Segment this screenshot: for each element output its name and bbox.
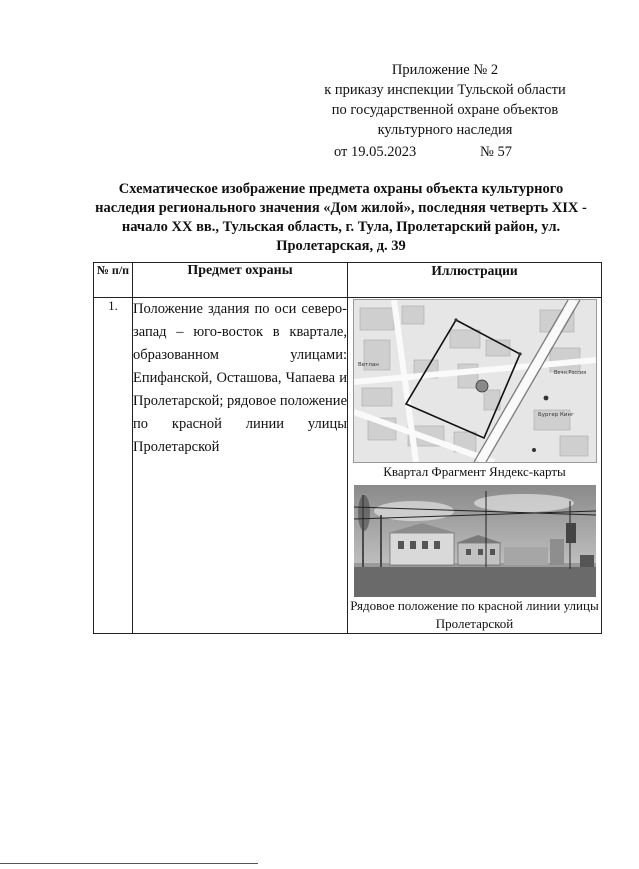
annex-line: культурного наследия: [377, 122, 513, 138]
row-number: 1.: [94, 298, 133, 634]
map-label-right-top: Вечн.Россия: [553, 370, 586, 376]
annex-block: [300, 60, 590, 140]
bottom-rule: [0, 863, 258, 864]
map-svg: [354, 300, 596, 462]
annex-line: Приложение № 2: [391, 62, 499, 78]
map-label-burger: Бургер Кинг: [537, 412, 574, 418]
map-label-left: Ветлан: [357, 362, 379, 368]
order-number: № 57: [480, 144, 512, 160]
street-photo-image: [354, 485, 596, 597]
map-fragment-image: [353, 299, 597, 463]
row-description: Положение здания по оси северо-запад – юго-восток в квартале, образованном улицами: Епифанской, Осташова, Чапаева и Пролетарской; рядовое положение по красной линии улицы Пролетарской: [133, 301, 348, 455]
table-row: [94, 298, 602, 634]
photo-caption: Рядовое положение по красной линии улицы Пролетарской: [350, 598, 599, 631]
order-date: от 19.05.2023: [334, 144, 417, 160]
photo-svg: [354, 485, 596, 597]
protection-table: [93, 262, 602, 634]
row-description-cell: [133, 298, 348, 634]
order-date-number: [334, 144, 584, 161]
header-subject: Предмет охраны: [133, 263, 348, 298]
map-caption: Квартал Фрагмент Яндекс-карты: [383, 464, 566, 479]
document-title: Схематическое изображение предмета охраны объекта культурного наследия регионального значения «Дом жилой», последняя четверть XIX - начало XX вв., Тульская область, г. Тула, Пролетарский район, ул. Пролетарская, д. 39: [95, 181, 587, 254]
annex-line: по государственной охране объектов: [331, 102, 559, 118]
header-illustrations: Иллюстрации: [348, 263, 602, 298]
table-header-row: [94, 263, 602, 298]
header-num: № п/п: [94, 263, 133, 298]
illustrations-cell: [348, 298, 602, 634]
annex-line: к приказу инспекции Тульской области: [324, 82, 566, 98]
